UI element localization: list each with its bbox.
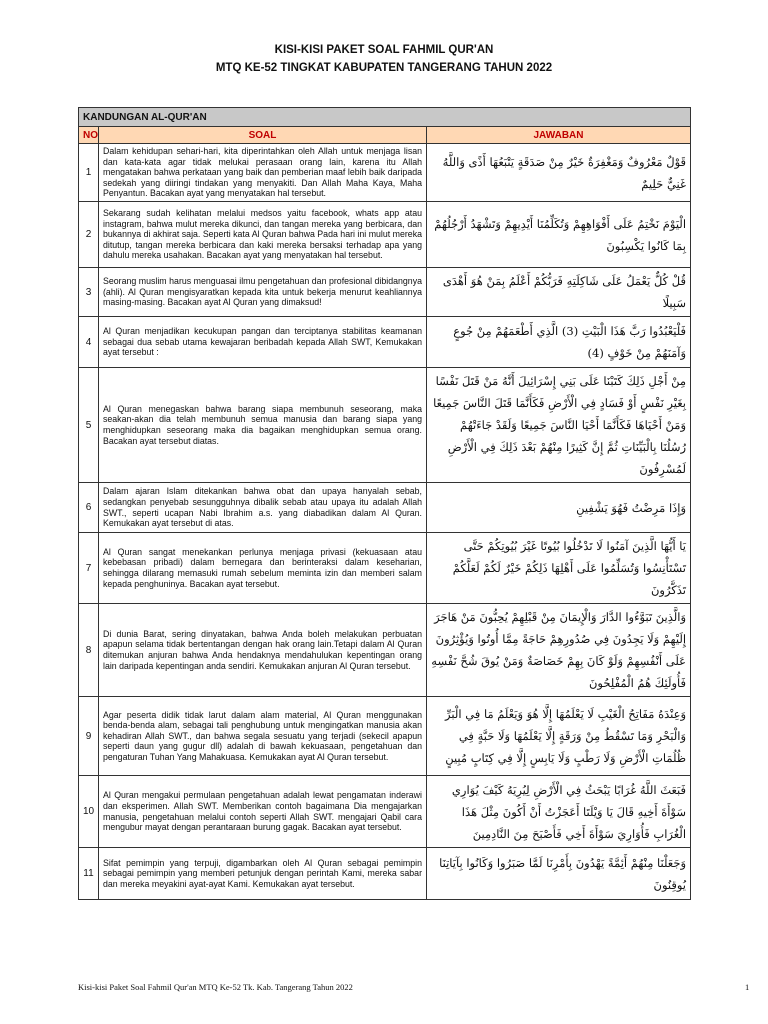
row-number: 2 [79,202,99,268]
row-number: 9 [79,697,99,776]
answer-verse: وَإِذَا مَرِضْتُ فَهُوَ يَشْفِينِ [427,483,691,533]
table-row [79,317,691,368]
answer-verse: قَوْلٌ مَعْرُوفٌ وَمَغْفِرَةٌ خَيْرٌ مِنْ صَدَقَةٍ يَتْبَعُهَا أَذًى وَاللَّهُ غَنِيٌّ حَلِيمٌ [427,144,691,202]
page-footer: Kisi-kisi Paket Soal Fahmil Qur'an MTQ Ke-52 Tk. Kab. Tangerang Tahun 2022 [78,982,353,992]
question-text: Dalam ajaran Islam ditekankan bahwa obat dan upaya hanyalah sebab, sedangkan penyebab sesungguhnya dibalik sebab atau upaya itu adalah Allah SWT., seperti ucapan Nabi Ibrahim a.s. yang diabadikan dalam Al Quran. Kemukakan ayat tersebut di atas. [99,483,427,533]
table-row [79,848,691,900]
answer-verse: قُلْ كُلٌّ يَعْمَلُ عَلَى شَاكِلَتِهِ فَرَبُّكُمْ أَعْلَمُ بِمَنْ هُوَ أَهْدَى سَبِيلًا [427,268,691,317]
answer-verse: وَجَعَلْنَا مِنْهُمْ أَئِمَّةً يَهْدُونَ بِأَمْرِنَا لَمَّا صَبَرُوا وَكَانُوا بِآيَاتِنَا يُوقِنُونَ [427,848,691,900]
question-text: Dalam kehidupan sehari-hari, kita diperintahkan oleh Allah untuk menjaga lisan dan kata-kata agar tidak melukai perasaan orang lain, karena itu Allah mengatakan bahwa perkataan yang baik dan pemberian maaf lebih baik daripada sedekah yang diiringi tindakan yang menyakiti. Dan Allah Maha Kaya, Maha Penyantun. Bacakan ayat yang menyatakan hal tersebut. [99,144,427,202]
row-number: 8 [79,604,99,697]
document-subtitle: MTQ KE-52 TINGKAT KABUPATEN TANGERANG TAHUN 2022 [215,62,553,74]
answer-verse: الْيَوْمَ نَخْتِمُ عَلَى أَفْوَاهِهِمْ وَتُكَلِّمُنَا أَيْدِيهِمْ وَتَشْهَدُ أَرْجُلُهُمْ بِمَا كَانُوا يَكْسِبُونَ [427,202,691,268]
answer-verse: وَالَّذِينَ تَبَوَّءُوا الدَّارَ وَالْإِيمَانَ مِنْ قَبْلِهِمْ يُحِبُّونَ مَنْ هَاجَرَ إِلَيْهِمْ وَلَا يَجِدُونَ فِي صُدُورِهِمْ حَاجَةً مِمَّا أُوتُوا وَيُؤْثِرُونَ عَلَى أَنْفُسِهِمْ وَلَوْ كَانَ بِهِمْ خَصَاصَةٌ وَمَنْ يُوقَ شُحَّ نَفْسِهِ فَأُولَئِكَ هُمُ الْمُفْلِحُونَ [427,604,691,697]
question-text: Al Quran sangat menekankan perlunya menjaga privasi (kekuasaan atau kebebasan pribadi) dalam bernegara dan berinteraksi dalam keseharian, sehingga dilarang memasuki rumah sebelum meminta izin dan memberi salam kepada penghuninya. Bacakan ayat tersebut. [99,533,427,604]
row-number: 3 [79,268,99,317]
answer-verse: فَبَعَثَ اللَّهُ غُرَابًا يَبْحَثُ فِي الْأَرْضِ لِيُرِيَهُ كَيْفَ يُوَارِي سَوْأَةَ أَخِيهِ قَالَ يَا وَيْلَتَا أَعَجَزْتُ أَنْ أَكُونَ مِثْلَ هَذَا الْغُرَابِ فَأُوَارِيَ سَوْأَةَ أَخِي فَأَصْبَحَ مِنَ النَّادِمِينَ [427,776,691,848]
question-text: Seorang muslim harus menguasai ilmu pengetahuan dan profesional dibidangnya (ahli). Al Quran mengisyaratkan kepada kita untuk bekerja menurut keahliannya masing-masing. Bacakan ayat Al Quran yang dimaksud! [99,268,427,317]
table-row [79,144,691,202]
answer-verse: فَلْيَعْبُدُوا رَبَّ هَذَا الْبَيْتِ (3) الَّذِي أَطْعَمَهُمْ مِنْ جُوعٍ وَآمَنَهُمْ مِنْ خَوْفٍ (4) [427,317,691,368]
answer-verse: وَعِنْدَهُ مَفَاتِحُ الْغَيْبِ لَا يَعْلَمُهَا إِلَّا هُوَ وَيَعْلَمُ مَا فِي الْبَرِّ وَالْبَحْرِ وَمَا تَسْقُطُ مِنْ وَرَقَةٍ إِلَّا يَعْلَمُهَا وَلَا حَبَّةٍ فِي ظُلُمَاتِ الْأَرْضِ وَلَا رَطْبٍ وَلَا يَابِسٍ إِلَّا فِي كِتَابٍ مُبِينٍ [427,697,691,776]
question-text: Di dunia Barat, sering dinyatakan, bahwa Anda boleh melakukan perbuatan apapun selama tidak bertentangan dengan hak orang lain.Tetapi dalam Al Quran ditemukan anjuran bahwa Anda hendaknya mendahulukan kepentingan orang lain daripada kepentingan anda sendiri. Kemukakan anjuran Al Quran tersebut. [99,604,427,697]
answer-verse: يَا أَيُّهَا الَّذِينَ آمَنُوا لَا تَدْخُلُوا بُيُوتًا غَيْرَ بُيُوتِكُمْ حَتَّى تَسْتَأْنِسُوا وَتُسَلِّمُوا عَلَى أَهْلِهَا ذَلِكُمْ خَيْرٌ لَكُمْ لَعَلَّكُمْ تَذَكَّرُونَ [427,533,691,604]
row-number: 6 [79,483,99,533]
column-header-soal: SOAL [99,127,427,144]
column-header-no: NO [79,127,99,144]
table-row [79,604,691,697]
section-label: KANDUNGAN AL-QUR'AN [79,108,691,127]
row-number: 5 [79,368,99,483]
row-number: 10 [79,776,99,848]
answer-verse: مِنْ أَجْلِ ذَلِكَ كَتَبْنَا عَلَى بَنِي إِسْرَائِيلَ أَنَّهُ مَنْ قَتَلَ نَفْسًا بِغَيْرِ نَفْسٍ أَوْ فَسَادٍ فِي الْأَرْضِ فَكَأَنَّمَا قَتَلَ النَّاسَ جَمِيعًا وَمَنْ أَحْيَاهَا فَكَأَنَّمَا أَحْيَا النَّاسَ جَمِيعًا وَلَقَدْ جَاءَتْهُمْ رُسُلُنَا بِالْبَيِّنَاتِ ثُمَّ إِنَّ كَثِيرًا مِنْهُمْ بَعْدَ ذَلِكَ فِي الْأَرْضِ لَمُسْرِفُونَ [427,368,691,483]
question-text: Sekarang sudah kelihatan melalui medsos yaitu facebook, whats app atau instagram, bahwa mulut mereka dikunci, dan tangan mereka yang berbicara, dan bukannya di akhirat saja. Seperti kata Al Quran bahwa Pada hari ini mulut mereka ditutup, tangan mereka berbicara dan kaki mereka bersaksi terhadap apa yang dahulu mereka usahakan. Bacakan ayat yang menyatakan hal tersebut. [99,202,427,268]
row-number: 7 [79,533,99,604]
row-number: 11 [79,848,99,900]
table-row [79,483,691,533]
table-row [79,202,691,268]
section-header-row [79,108,691,127]
row-number: 4 [79,317,99,368]
question-text: Agar peserta didik tidak larut dalam alam material, Al Quran menggunakan benda-benda alam, sebagai tali penghubung untuk mengingatkan manusia akan kehadiran Allah SWT., dan bahwa segala sesuatu yang terjadi (sekecil apapun seperti daun yang gugur dll) adalah di bawah kekuasaan, pengetahuan dan pengaturan Tuhan Yang Mahakuasa. Kemukakan ayat Al Quran tersebut. [99,697,427,776]
table-row [79,268,691,317]
question-text: Al Quran menegaskan bahwa barang siapa membunuh seseorang, maka seakan-akan dia telah membunuh semua manusia dan barang siapa yang menghidupkan seseorang maka dia bagaikan menghidupkan semua orang. Bacakan ayat tersebut diatas. [99,368,427,483]
question-table [78,107,691,900]
table-row [79,697,691,776]
column-header-row [79,127,691,144]
question-text: Al Quran mengakui permulaan pengetahuan adalah lewat pengamatan inderawi dan eksperimen. Allah SWT. Memberikan contoh bagaimana Dia mengajarkan manusia, pengetahuan melalui contoh seperti Allah SWT. mengajari Qabil cara mengubur mayat dengan perantaraan burung gagak. Bacakan ayat tersebut. [99,776,427,848]
page-number: 1 [745,982,750,992]
table-row [79,533,691,604]
document-title: KISI-KISI PAKET SOAL FAHMIL QUR'AN [274,44,494,56]
question-text: Al Quran menjadikan kecukupan pangan dan terciptanya stabilitas keamanan sebagai dua sebab utama kewajaran beribadah kepada Allah SWT, Kemukakan ayat tersebut : [99,317,427,368]
table-row [79,776,691,848]
question-text: Sifat pemimpin yang terpuji, digambarkan oleh Al Quran sebagai pemimpin sebagai pemimpin yang memberi petunjuk dengan perintah Kami, mereka sabar dan mereka meyakini ayat-ayat Kami. Kemukakan ayat tersebut. [99,848,427,900]
column-header-jawaban: JAWABAN [427,127,691,144]
row-number: 1 [79,144,99,202]
table-row [79,368,691,483]
